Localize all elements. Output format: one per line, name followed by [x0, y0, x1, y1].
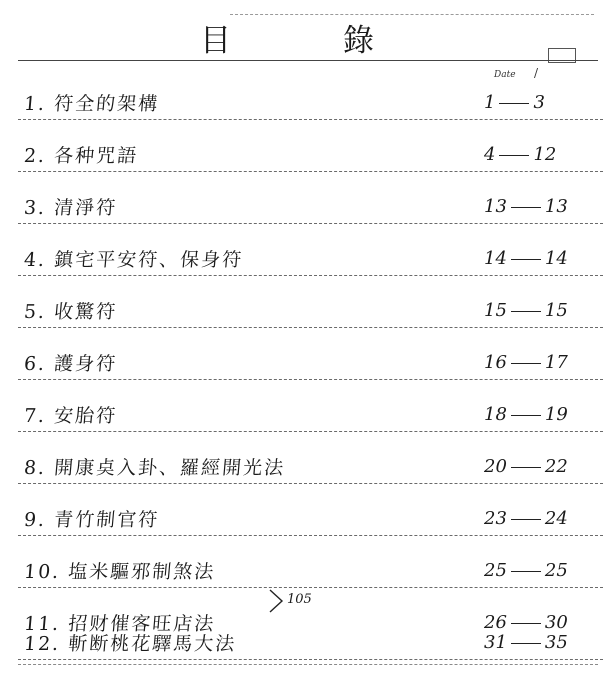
date-label: Date: [494, 70, 516, 80]
toc-entry: [0, 380, 611, 432]
toc-entry: [0, 608, 611, 660]
entry-page-end: 15: [544, 300, 568, 321]
entry-page-range: [484, 354, 568, 372]
entry-page-end: 30: [544, 612, 568, 633]
date-slash: /: [534, 66, 539, 80]
entry-page-range: [484, 250, 568, 268]
entry-page-end: 17: [544, 352, 568, 373]
entry-title: 11. 招财催客旺店法: [23, 613, 217, 635]
entry-page-range: [484, 510, 568, 528]
toc-entry: [0, 120, 611, 172]
entry-page-end: 19: [544, 404, 568, 425]
entry-title: 1. 符全的架構: [23, 93, 161, 115]
entry-title: 5. 收驚符: [23, 301, 119, 323]
entry-page-start: 25: [484, 560, 507, 581]
top-dashed-rule: [230, 14, 594, 15]
range-dash: [511, 207, 541, 208]
entry-page-range: [484, 634, 568, 652]
range-dash: [511, 467, 541, 468]
entry-page-start: 20: [484, 456, 507, 477]
range-dash: [511, 311, 541, 312]
entry-page-end: 3: [533, 92, 545, 113]
entry-title: 3. 清淨符: [23, 197, 119, 219]
range-dash: [511, 571, 541, 572]
title-char-1: 目: [200, 23, 231, 59]
entry-page-end: 24: [544, 508, 568, 529]
toc-entry: [0, 432, 611, 484]
entry-page-range: [484, 406, 568, 424]
entry-page-end: 35: [544, 632, 568, 653]
toc-entry: [0, 484, 611, 536]
range-dash: [511, 643, 541, 644]
entry-title: 10. 塩米驅邪制煞法: [23, 561, 217, 583]
entry-page-end: 12: [533, 144, 557, 165]
entry-page-start: 31: [484, 632, 507, 653]
entry-page-start: 26: [484, 612, 507, 633]
entry-page-range: [484, 458, 568, 476]
bottom-dashed-rule: [18, 664, 598, 665]
row-dashed-rule: [18, 659, 603, 660]
range-dash: [499, 155, 529, 156]
entry-page-end: 14: [544, 248, 568, 269]
range-dash: [499, 103, 529, 104]
range-dash: [511, 415, 541, 416]
toc-entry: [0, 68, 611, 120]
entry-page-range: [484, 198, 568, 216]
entry-page-end: 22: [544, 456, 568, 477]
entry-page-start: 23: [484, 508, 507, 529]
entry-page-range: [484, 562, 568, 580]
entry-page-end: 13: [544, 196, 568, 217]
entry-page-start: 1: [484, 92, 496, 113]
range-dash: [511, 259, 541, 260]
entry-title: 4. 鎮宅平安符、保身符: [23, 249, 245, 271]
entry-title: 12. 斬断桃花驛馬大法: [23, 633, 238, 655]
entry-page-start: 4: [484, 144, 496, 165]
toc-entry: [0, 536, 611, 588]
entry-page-start: 18: [484, 404, 507, 425]
entry-page-end: 25: [544, 560, 568, 581]
entry-page-range: [484, 94, 545, 112]
entry-page-start: 14: [484, 248, 507, 269]
toc-entry: [0, 224, 611, 276]
entry-title: 8. 開康奌入卦、羅經開光法: [23, 457, 287, 479]
entry-page-start: 15: [484, 300, 507, 321]
margin-note: 105: [287, 592, 312, 607]
entry-title: 2. 各种咒語: [23, 145, 140, 167]
title-char-2: 錄: [343, 23, 374, 59]
range-dash: [511, 519, 541, 520]
entry-page-range: [484, 302, 568, 320]
entry-title: 9. 青竹制官符: [23, 509, 161, 531]
toc-entry: [0, 276, 611, 328]
range-dash: [511, 363, 541, 364]
entry-page-range: [484, 146, 556, 164]
entry-page-start: 13: [484, 196, 507, 217]
entry-title: 7. 安胎符: [23, 405, 119, 427]
entry-page-start: 16: [484, 352, 507, 373]
entry-title: 6. 護身符: [23, 353, 119, 375]
title-underline: [18, 60, 598, 61]
bracket-chevron-icon: [268, 588, 284, 614]
toc-entry: [0, 172, 611, 224]
toc-entry: [0, 328, 611, 380]
